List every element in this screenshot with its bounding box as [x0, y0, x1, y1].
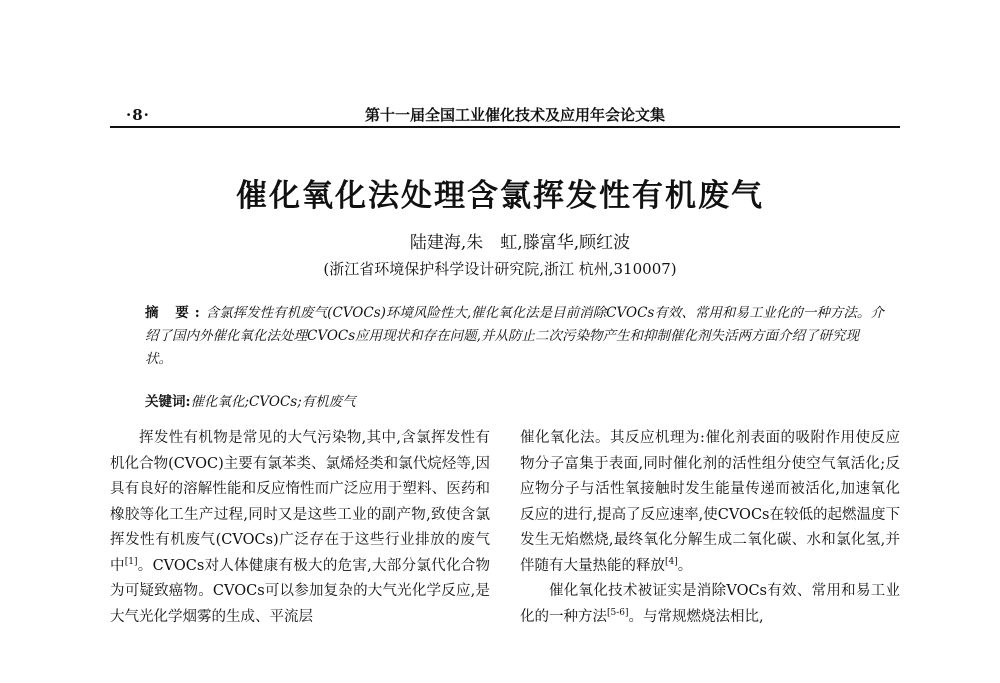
header-rule [110, 126, 900, 128]
body-column-right [520, 426, 900, 630]
paragraph [520, 426, 900, 579]
abstract-text: 含氯挥发性有机废气(CVOCs)环境风险性大,催化氧化法是目前消除CVOCs有效、常用和易工业化的一种方法。介绍了国内外催化氧化法处理CVOCs应用现状和存在问题,并从防止二次污染物产生和抑制催化剂失活两方面介绍了研究现状。 [145, 305, 884, 367]
citation: [4] [665, 556, 678, 567]
abstract [145, 302, 885, 371]
paragraph-text: 催化氧化法。其反应机理为:催化剂表面的吸附作用使反应物分子富集于表面,同时催化剂的活性组分使空气氧活化;反应物分子与活性氧接触时发生能量传递而被活化,加速氧化反应的进行,提高了反应速率,使CVOCs在较低的起燃温度下发生无焰燃烧,最终氧化分解生成二氧化碳、水和氯化氢,并伴随有大量热能的释放 [520, 430, 900, 574]
paragraph [520, 579, 900, 630]
page-number: ·8· [126, 106, 150, 124]
running-header: 第十一届全国工业催化技术及应用年会论文集 [364, 106, 665, 124]
paragraph [110, 426, 490, 630]
body-column-left [110, 426, 490, 630]
citation: [1] [124, 556, 138, 567]
authors: 陆建海,朱 虹,滕富华,顾红波 [409, 233, 631, 253]
paragraph-text: 催化氧化技术被证实是消除VOCs有效、常用和易工业化的一种方法 [520, 583, 900, 625]
citation: [5-6] [607, 607, 629, 618]
abstract-label: 摘 要: [145, 305, 206, 321]
paragraph-text: 。CVOCs对人体健康有极大的危害,大部分氯代化合物为可疑致癌物。CVOCs可以参加复杂的大气光化学反应,是大气光化学烟雾的生成、平流层 [110, 557, 491, 625]
paper-title: 催化氧化法处理含氯挥发性有机废气 [236, 178, 764, 214]
paragraph-text: 。 [677, 557, 693, 574]
keywords-label: 关键词: [145, 394, 191, 410]
paragraph-text: 挥发性有机物是常见的大气污染物,其中,含氯挥发性有机化合物(CVOC)主要有氯苯类、氯烯烃类和氯代烷烃等,因具有良好的溶解性能和反应惰性而广泛应用于塑料、医药和橡胶等化工生产过程,同时又是这些工业的副产物,致使含氯挥发性有机废气(CVOCs)广泛存在于这些行业排放的废气中 [110, 430, 490, 574]
paragraph-text: 。与常规燃烧法相比, [628, 608, 764, 625]
keywords [145, 390, 356, 410]
affiliation: (浙江省环境保护科学设计研究院,浙江 杭州,310007) [323, 260, 677, 278]
keywords-text: 催化氧化;CVOCs;有机废气 [190, 394, 356, 410]
